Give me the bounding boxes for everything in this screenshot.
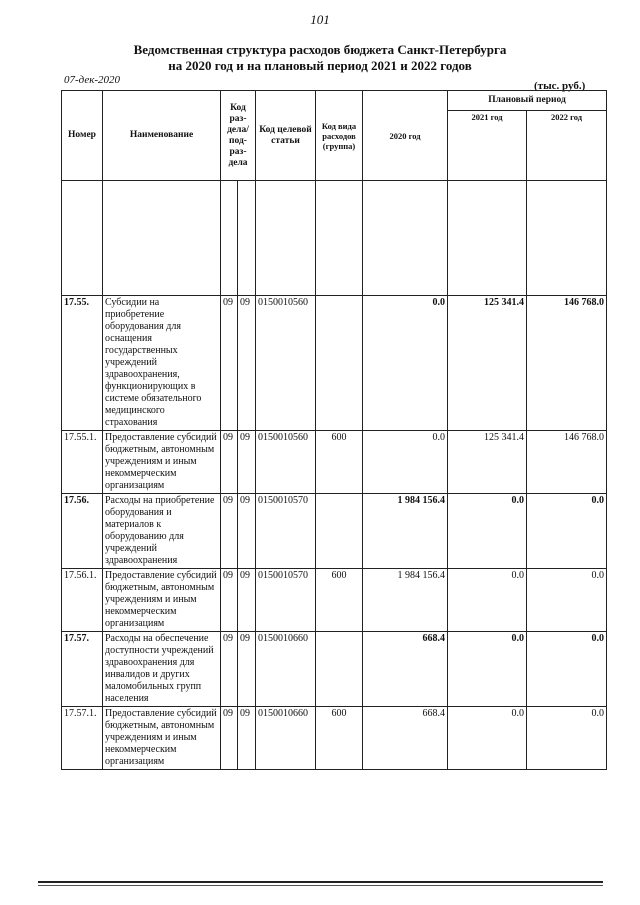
row-amount-2020: 0.0 bbox=[363, 296, 448, 431]
header-section-code: Код раз- дела/ под- раз- дела bbox=[221, 91, 256, 181]
row-target-code: 0150010560 bbox=[256, 431, 316, 494]
row-number: 17.55. bbox=[62, 296, 103, 431]
row-number: 17.57. bbox=[62, 632, 103, 707]
row-target-code: 0150010660 bbox=[256, 707, 316, 770]
row-name: Предоставление субсидий бюджетным, автономным учреждениям и иным некоммерческим организациям bbox=[103, 707, 221, 770]
row-amount-2022: 0.0 bbox=[527, 569, 607, 632]
row-amount-2020: 1 984 156.4 bbox=[363, 569, 448, 632]
document-date: 07-дек-2020 bbox=[64, 74, 121, 86]
row-amount-2022: 0.0 bbox=[527, 707, 607, 770]
page-number: 101 bbox=[310, 12, 330, 27]
row-expense-type bbox=[316, 632, 363, 707]
row-subsection: 09 bbox=[238, 632, 256, 707]
bottom-rule bbox=[38, 881, 603, 883]
bottom-rule-thin bbox=[38, 885, 603, 886]
table-body bbox=[62, 181, 607, 770]
row-section: 09 bbox=[221, 494, 238, 569]
row-expense-type bbox=[316, 296, 363, 431]
header-number: Номер bbox=[62, 91, 103, 181]
table-row bbox=[62, 296, 607, 431]
units-label: (тыс. руб.) bbox=[534, 80, 586, 92]
table-row bbox=[62, 431, 607, 494]
row-expense-type: 600 bbox=[316, 431, 363, 494]
row-amount-2022: 0.0 bbox=[527, 632, 607, 707]
row-target-code: 0150010560 bbox=[256, 296, 316, 431]
row-amount-2021: 0.0 bbox=[448, 707, 527, 770]
row-amount-2021: 0.0 bbox=[448, 494, 527, 569]
row-amount-2020: 668.4 bbox=[363, 632, 448, 707]
row-amount-2020: 0.0 bbox=[363, 431, 448, 494]
header-spacer-row bbox=[62, 181, 607, 296]
row-expense-type: 600 bbox=[316, 707, 363, 770]
row-expense-type bbox=[316, 494, 363, 569]
row-amount-2022: 146 768.0 bbox=[527, 296, 607, 431]
row-name: Предоставление субсидий бюджетным, автономным учреждениям и иным некоммерческим организациям bbox=[103, 431, 221, 494]
row-number: 17.55.1. bbox=[62, 431, 103, 494]
table-row bbox=[62, 707, 607, 770]
row-expense-type: 600 bbox=[316, 569, 363, 632]
row-amount-2021: 0.0 bbox=[448, 632, 527, 707]
row-name: Предоставление субсидий бюджетным, автономным учреждениям и иным некоммерческим организациям bbox=[103, 569, 221, 632]
header-planned-period: Плановый период bbox=[448, 91, 607, 111]
row-subsection: 09 bbox=[238, 569, 256, 632]
row-subsection: 09 bbox=[238, 494, 256, 569]
row-subsection: 09 bbox=[238, 296, 256, 431]
header-target-code: Код целевой статьи bbox=[256, 91, 316, 181]
document-title bbox=[0, 42, 640, 74]
row-subsection: 09 bbox=[238, 707, 256, 770]
table-row bbox=[62, 569, 607, 632]
header-year-2020: 2020 год bbox=[363, 91, 448, 181]
row-amount-2021: 125 341.4 bbox=[448, 431, 527, 494]
row-name: Расходы на обеспечение доступности учреждений здравоохранения для инвалидов и других маломобильных групп населения bbox=[103, 632, 221, 707]
table-row bbox=[62, 494, 607, 569]
row-number: 17.56. bbox=[62, 494, 103, 569]
row-amount-2021: 0.0 bbox=[448, 569, 527, 632]
row-number: 17.57.1. bbox=[62, 707, 103, 770]
row-number: 17.56.1. bbox=[62, 569, 103, 632]
budget-table bbox=[61, 90, 607, 770]
row-name: Расходы на приобретение оборудования и материалов к оборудованию для учреждений здравоохранения bbox=[103, 494, 221, 569]
row-target-code: 0150010570 bbox=[256, 569, 316, 632]
row-amount-2020: 1 984 156.4 bbox=[363, 494, 448, 569]
header-expense-type: Код вида расходов (группа) bbox=[316, 91, 363, 181]
row-target-code: 0150010570 bbox=[256, 494, 316, 569]
row-section: 09 bbox=[221, 569, 238, 632]
row-amount-2022: 0.0 bbox=[527, 494, 607, 569]
row-target-code: 0150010660 bbox=[256, 632, 316, 707]
header-name: Наименование bbox=[103, 91, 221, 181]
row-section: 09 bbox=[221, 632, 238, 707]
row-name: Субсидии на приобретение оборудования для оснащения государственных учреждений здравоохранения, функционирующих в системе обязательного медицинского страхования bbox=[103, 296, 221, 431]
row-amount-2021: 125 341.4 bbox=[448, 296, 527, 431]
row-section: 09 bbox=[221, 431, 238, 494]
row-subsection: 09 bbox=[238, 431, 256, 494]
row-amount-2022: 146 768.0 bbox=[527, 431, 607, 494]
table-row bbox=[62, 632, 607, 707]
title-line-2: на 2020 год и на плановый период 2021 и 2022 годов bbox=[168, 58, 472, 73]
table-header bbox=[62, 91, 607, 181]
header-year-2021: 2021 год bbox=[448, 111, 527, 181]
row-section: 09 bbox=[221, 296, 238, 431]
title-line-1: Ведомственная структура расходов бюджета Санкт-Петербурга bbox=[133, 42, 507, 57]
header-year-2022: 2022 год bbox=[527, 111, 607, 181]
row-section: 09 bbox=[221, 707, 238, 770]
row-amount-2020: 668.4 bbox=[363, 707, 448, 770]
